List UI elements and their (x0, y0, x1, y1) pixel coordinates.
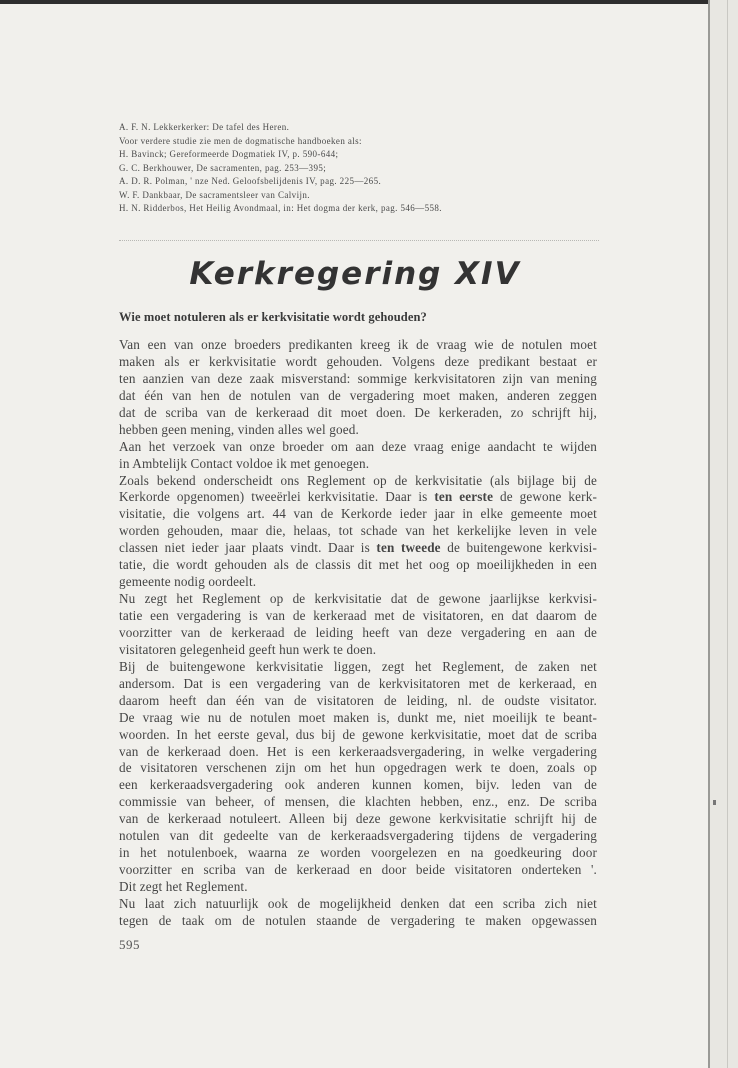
body-line-text: gemeente nodig oordeelt. (119, 574, 257, 590)
body-line-text: van de kerkeraad doen. Het is een kerkeraadsvergadering, in welke vergadering (119, 743, 597, 759)
body-line (119, 439, 597, 456)
body-line (119, 659, 597, 676)
emphasis-text: ten tweede (376, 540, 441, 556)
reference-item: H. Bavinck; Gereformeerde Dogmatiek IV, p. 590-644; (119, 149, 339, 159)
body-line-text: Dit zegt het Reglement. (119, 879, 248, 894)
body-line (119, 337, 597, 354)
body-line-text: de visitatoren verschenen zijn om het hun opgedragen werk te doen, zoals op (119, 760, 597, 776)
margin-mark (713, 800, 716, 805)
page-number: 595 (119, 937, 140, 952)
body-line-text: Aan het verzoek van onze broeder om aan deze vraag enige aandacht te wijden (119, 438, 597, 454)
body-line-text: dat één van hen de notulen van de vergadering moet maken, anderen zeggen (119, 387, 597, 403)
body-line (119, 862, 597, 879)
body-line (119, 744, 597, 761)
article-title: Kerkregering XIV (189, 256, 521, 292)
body-line (119, 794, 597, 811)
body-line (119, 506, 597, 523)
body-line (119, 456, 597, 473)
body-line-text: in Ambtelijk Contact voldoe ik met genoegen. (119, 455, 370, 471)
reference-item: H. N. Ridderbos, Het Heilig Avondmaal, in: Het dogma der kerk, pag. 546—558. (119, 203, 442, 213)
body-line (119, 777, 597, 794)
body-line (119, 523, 597, 540)
body-line-text: Kerkorde opgenomen) tweeërlei kerkvisitatie. Daar is (119, 489, 435, 505)
body-line (119, 422, 597, 439)
body-line-text: visitatoren gelegenheid geeft hun werk te doen. (119, 641, 377, 657)
reference-item: G. C. Berkhouwer, De sacramenten, pag. 253—395; (119, 162, 327, 173)
body-line-text: commissie van beheer, of mensen, die klachten hebben, enz., enz. De scriba (119, 794, 597, 810)
body-line-text: een kerkeraadsvergadering ook anderen kunnen komen, bijv. leden van de (119, 777, 597, 793)
body-line (119, 354, 597, 371)
body-line-text: notulen van dit gedeelte van de kerkeraadsvergadering tijdens de vergadering (119, 828, 597, 844)
section-divider (119, 240, 599, 241)
body-line (119, 845, 597, 862)
body-line (119, 557, 597, 574)
body-line-text: van de kerkeraad notuleert. Alleen bij deze gewone kerkvisitatie schrijft hij de (119, 811, 597, 827)
body-line (119, 405, 597, 422)
body-line-text: tegen de taak om de notulen staande de vergadering te maken opgewassen (119, 912, 597, 928)
body-line-text: in het notulenboek, waarna ze worden voorgelezen en na goedkeuring door (119, 845, 597, 861)
reference-item: W. F. Dankbaar, De sacramentsleer van Calvijn. (119, 189, 310, 200)
body-line-text: tatie, die wordt gehouden als de classis dit met het oog op moeilijkheden in een (119, 557, 597, 573)
body-line-text: classen niet ieder jaar plaats vindt. Daar is (119, 540, 377, 556)
body-line-text: dat de scriba van de kerkeraad dit moet doen. De kerkeraden, zo schrijft hij, (119, 404, 597, 420)
body-line (119, 828, 597, 845)
reference-item: Voor verdere studie zie men de dogmatische handboeken als: (119, 135, 362, 146)
body-line-text: Nu zegt het Reglement op de kerkvisitatie dat de gewone jaarlijkse kerkvisi- (119, 591, 597, 607)
body-line (119, 811, 597, 828)
body-line (119, 913, 597, 930)
body-line (119, 388, 597, 405)
body-line-text: andersom. Dat is een vergadering van de kerkvisitatoren met de kerkeraad, en (119, 675, 597, 691)
body-line-text: woorden. In het eerste geval, dus bij de gewone kerkvisitatie, moet dat de scriba (119, 726, 597, 742)
reference-item: A. D. R. Polman, ' nze Ned. Geloofsbelijdenis IV, pag. 225—265. (119, 176, 382, 186)
body-line-text-after: de buitengewone kerkvisi- (440, 540, 597, 556)
body-line (119, 879, 597, 896)
body-line-text: De vraag wie nu de notulen moet maken is, dunkt me, niet moeilijk te beant- (119, 709, 597, 725)
body-line (119, 676, 597, 693)
references-list (119, 121, 599, 216)
body-line-text-after: de gewone kerk- (493, 489, 597, 505)
body-line (119, 473, 597, 490)
scan-top-edge (0, 0, 738, 4)
body-line-text: hebben geen mening, vinden alles wel goed. (119, 421, 359, 437)
body-line-text: worden gehouden, maar die, helaas, tot schade van het kerkelijke leven in vele (119, 523, 597, 539)
scan-right-edge (708, 0, 738, 1068)
body-line (119, 489, 597, 506)
body-line (119, 642, 597, 659)
body-line (119, 693, 597, 710)
body-line-text: daarom heeft dan één van de visitatoren de leiding, nl. de oudste visitator. (119, 692, 597, 708)
body-line (119, 710, 597, 727)
reference-item: A. F. N. Lekkerkerker: De tafel des Heren. (119, 122, 290, 132)
body-line-text: maken als er kerkvisitatie wordt gehouden. Volgens deze predikant bestaat er (119, 353, 597, 369)
body-line-text: voorzitter en scriba van de kerkeraad en door beide visitatoren onderteken '. (119, 862, 597, 878)
body-line (119, 727, 597, 744)
body-line (119, 574, 597, 591)
body-line-text: Van een van onze broeders predikanten kreeg ik de vraag wie de notulen moet (119, 337, 597, 352)
body-line-text: Bij de buitengewone kerkvisitatie liggen, zegt het Reglement, de zaken net (119, 658, 597, 674)
body-line-text: Zoals bekend onderscheidt ons Reglement op de kerkvisitatie (als bijlage bij de (119, 472, 597, 488)
body-line (119, 896, 597, 913)
body-line (119, 371, 597, 388)
body-line-text: tatie een vergadering is van de kerkeraad met de visitatoren, en dat daarom de (119, 608, 597, 623)
body-line-text: Nu laat zich natuurlijk ook de mogelijkheid denken dat een scriba zich niet (119, 895, 597, 911)
body-line (119, 625, 597, 642)
body-line-text: visitatie, die volgens art. 44 van de Kerkorde ieder jaar in elke gemeente moet (119, 506, 597, 522)
body-line (119, 540, 597, 557)
scan-right-edge-line (727, 0, 728, 1068)
article-body (119, 337, 597, 930)
body-line (119, 591, 597, 608)
body-line-text: ten aanzien van deze zaak misverstand: sommige kerkvisitatoren zijn van mening (119, 370, 597, 386)
emphasis-text: ten eerste (434, 489, 494, 505)
article-subtitle: Wie moet notuleren als er kerkvisitatie wordt gehouden? (119, 310, 427, 324)
body-line (119, 608, 597, 625)
body-line (119, 760, 597, 777)
body-line-text: voorzitter van de kerkeraad de leiding heeft van deze vergadering en aan de (119, 624, 597, 640)
